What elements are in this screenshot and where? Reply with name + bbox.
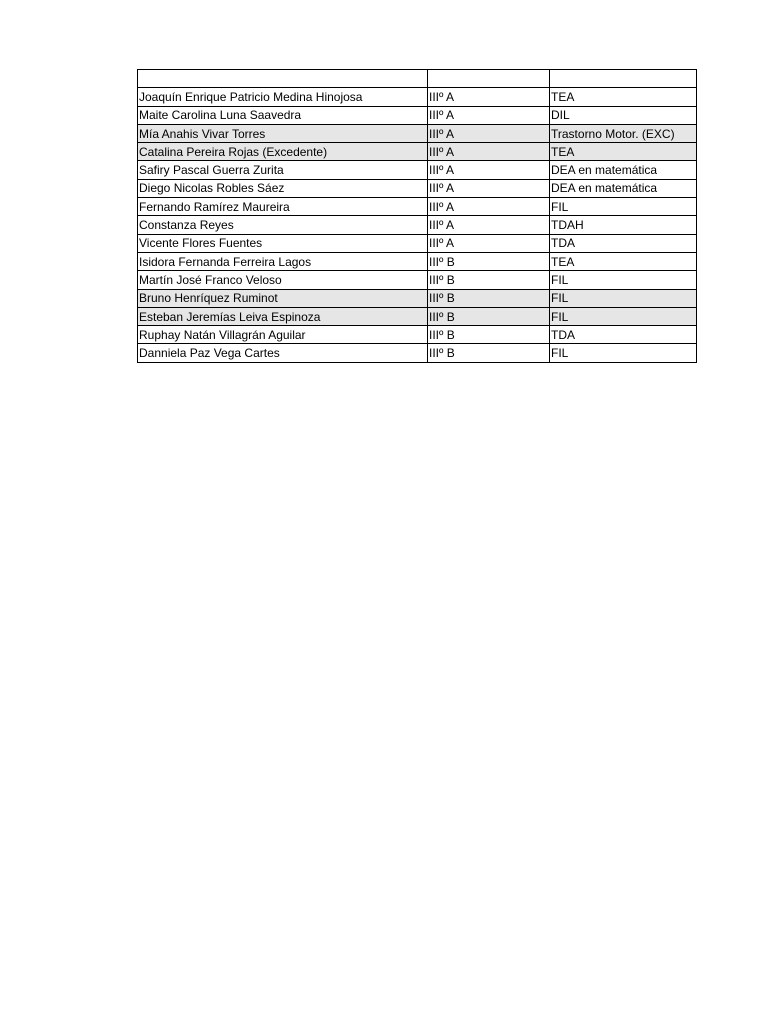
diagnosis-cell: DIL (550, 106, 697, 124)
diagnosis-cell: DEA en matemática (550, 179, 697, 197)
table-row (138, 344, 697, 362)
diagnosis-cell: TDA (550, 326, 697, 344)
course-cell: IIIº A (428, 143, 550, 161)
table-row (138, 198, 697, 216)
student-name-cell: Vicente Flores Fuentes (138, 234, 428, 252)
table-row (138, 326, 697, 344)
student-name-cell: Fernando Ramírez Maureira (138, 198, 428, 216)
course-cell: IIIº A (428, 106, 550, 124)
student-name-cell: Constanza Reyes (138, 216, 428, 234)
course-cell: IIIº B (428, 344, 550, 362)
course-cell: IIIº A (428, 234, 550, 252)
diagnosis-cell: FIL (550, 289, 697, 307)
course-cell: IIIº A (428, 124, 550, 142)
student-name-cell: Danniela Paz Vega Cartes (138, 344, 428, 362)
student-name-cell: Ruphay Natán Villagrán Aguilar (138, 326, 428, 344)
student-roster-table (137, 69, 697, 363)
student-name-cell: Mía Anahis Vivar Torres (138, 124, 428, 142)
table-row (138, 252, 697, 270)
course-cell: IIIº B (428, 271, 550, 289)
table-row (138, 88, 697, 106)
diagnosis-cell: TDA (550, 234, 697, 252)
table-row (138, 106, 697, 124)
student-name-cell: Diego Nicolas Robles Sáez (138, 179, 428, 197)
course-cell: IIIº A (428, 179, 550, 197)
course-cell: IIIº B (428, 307, 550, 325)
diagnosis-cell: TEA (550, 88, 697, 106)
student-name-cell: Maite Carolina Luna Saavedra (138, 106, 428, 124)
diagnosis-cell: FIL (550, 344, 697, 362)
header-cell (550, 70, 697, 88)
student-name-cell: Martín José Franco Veloso (138, 271, 428, 289)
student-name-cell: Joaquín Enrique Patricio Medina Hinojosa (138, 88, 428, 106)
table-row (138, 289, 697, 307)
diagnosis-cell: Trastorno Motor. (EXC) (550, 124, 697, 142)
student-name-cell: Isidora Fernanda Ferreira Lagos (138, 252, 428, 270)
table-row (138, 143, 697, 161)
header-cell (428, 70, 550, 88)
course-cell: IIIº A (428, 161, 550, 179)
course-cell: IIIº A (428, 88, 550, 106)
table-row (138, 271, 697, 289)
course-cell: IIIº A (428, 198, 550, 216)
diagnosis-cell: FIL (550, 198, 697, 216)
table-row (138, 234, 697, 252)
diagnosis-cell: TDAH (550, 216, 697, 234)
diagnosis-cell: FIL (550, 307, 697, 325)
header-row (138, 70, 697, 88)
student-name-cell: Bruno Henríquez Ruminot (138, 289, 428, 307)
roster-body (138, 70, 697, 363)
diagnosis-cell: TEA (550, 143, 697, 161)
student-name-cell: Esteban Jeremías Leiva Espinoza (138, 307, 428, 325)
table-row (138, 124, 697, 142)
header-cell (138, 70, 428, 88)
table-row (138, 216, 697, 234)
table-row (138, 161, 697, 179)
diagnosis-cell: FIL (550, 271, 697, 289)
table-row (138, 307, 697, 325)
student-name-cell: Catalina Pereira Rojas (Excedente) (138, 143, 428, 161)
course-cell: IIIº B (428, 326, 550, 344)
student-name-cell: Safiry Pascal Guerra Zurita (138, 161, 428, 179)
diagnosis-cell: TEA (550, 252, 697, 270)
diagnosis-cell: DEA en matemática (550, 161, 697, 179)
course-cell: IIIº B (428, 289, 550, 307)
course-cell: IIIº B (428, 252, 550, 270)
table-row (138, 179, 697, 197)
course-cell: IIIº A (428, 216, 550, 234)
